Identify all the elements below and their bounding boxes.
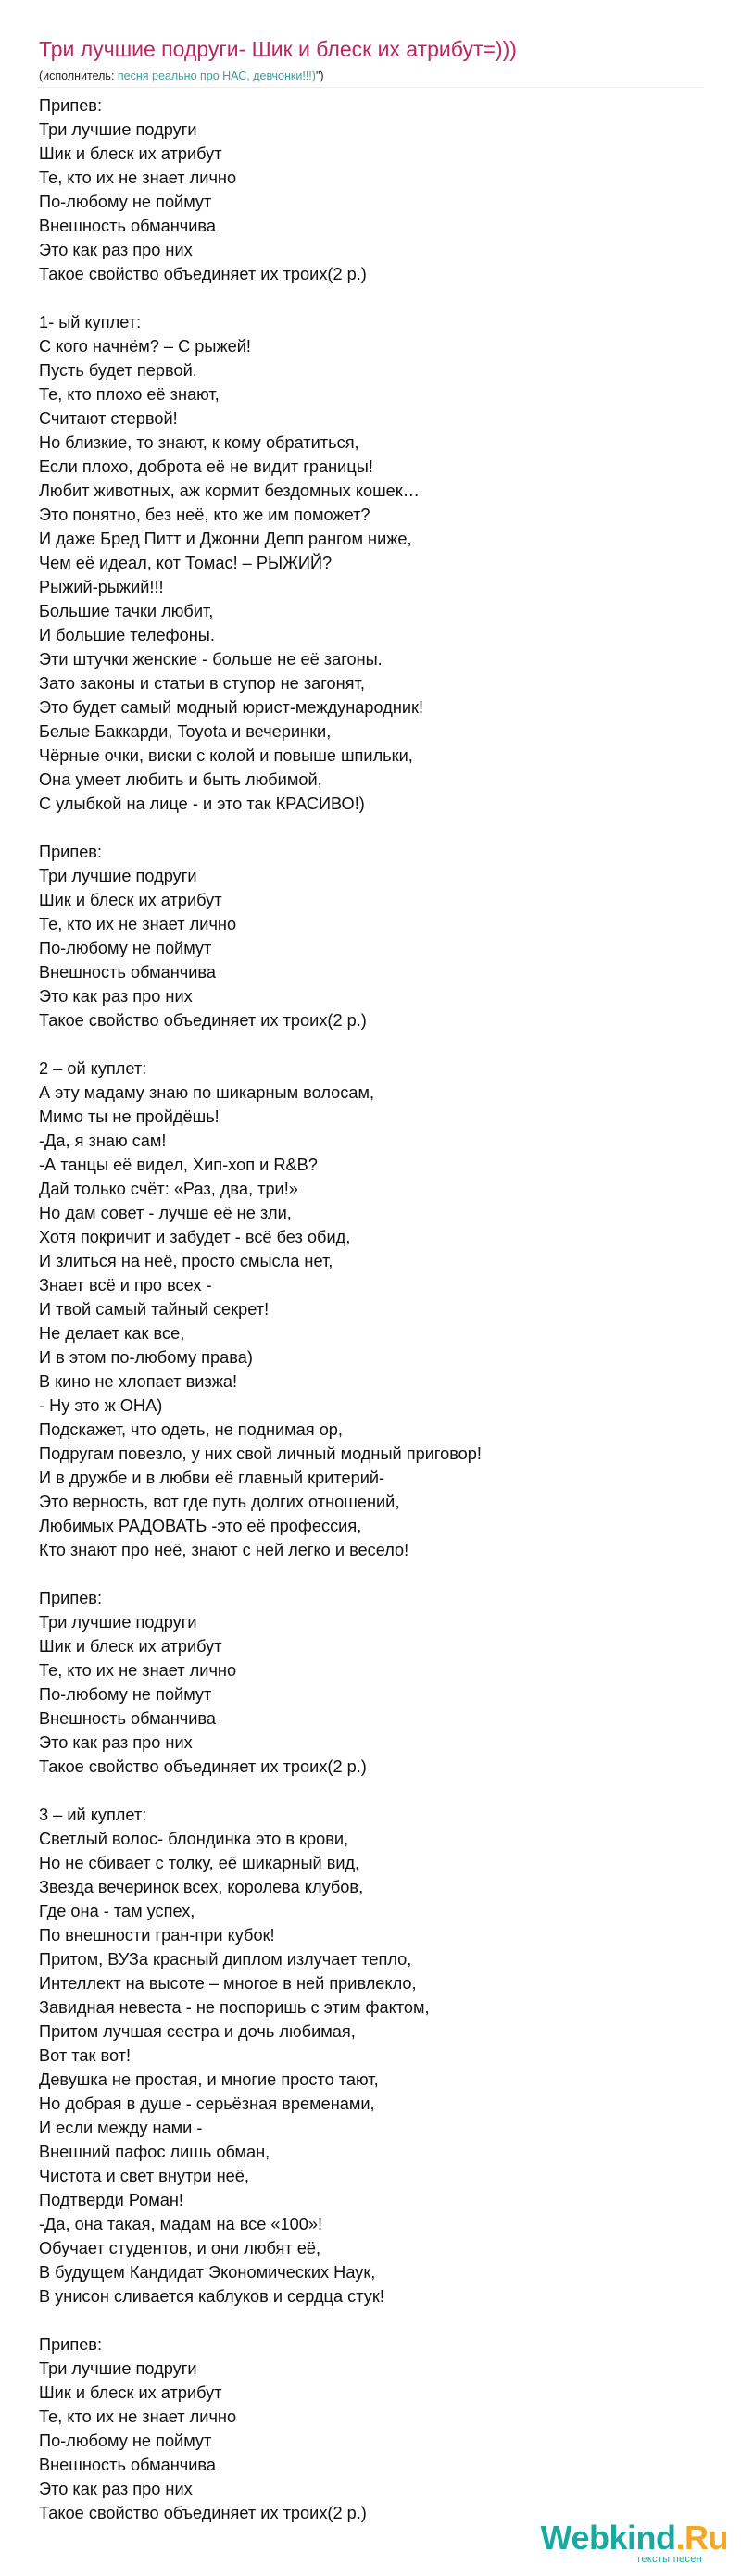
- lyric-line: Чем её идеал, кот Томас! – РЫЖИЙ?: [39, 554, 333, 572]
- lyric-line: Если плохо, доброта её не видит границы!: [39, 457, 373, 476]
- lyric-line: Внешность обманчива: [39, 2456, 216, 2474]
- lyric-line: Припев:: [39, 843, 103, 861]
- logo-tld: .Ru: [675, 2519, 728, 2557]
- lyric-line: По-любому не поймут: [39, 1685, 212, 1704]
- lyric-line: -А танцы её видел, Хип-хоп и R&B?: [39, 1156, 318, 1174]
- lyric-line: И большие телефоны.: [39, 626, 215, 644]
- lyric-line: Дай только счёт: «Раз, два, три!»: [39, 1180, 298, 1198]
- lyric-line: Чистота и свет внутри неё,: [39, 2167, 249, 2185]
- lyric-line: С кого начнём? – С рыжей!: [39, 337, 251, 356]
- lyric-line: Шик и блеск их атрибут: [39, 891, 222, 909]
- byline-prefix: (исполнитель:: [39, 69, 118, 82]
- lyric-line: - Ну это ж ОНА): [39, 1396, 163, 1415]
- lyric-line: -Да, я знаю сам!: [39, 1132, 167, 1150]
- lyric-line: Подскажет, что одеть, не поднимая ор,: [39, 1420, 343, 1439]
- lyric-line: По-любому не поймут: [39, 2432, 212, 2450]
- lyric-line: И в этом по-любому права): [39, 1348, 253, 1367]
- lyric-line: Три лучшие подруги: [39, 867, 197, 885]
- logo-main-text: Webkind: [540, 2519, 676, 2557]
- lyric-line: Звезда вечеринок всех, королева клубов,: [39, 1878, 364, 1896]
- logo-tagline: тексты песен: [636, 2554, 702, 2565]
- lyric-line: Любимых РАДОВАТЬ -это её профессия,: [39, 1517, 362, 1535]
- lyric-line: Это как раз про них: [39, 1733, 193, 1752]
- lyric-line: Любит животных, аж кормит бездомных кошек…: [39, 481, 420, 500]
- lyric-line: И твой самый тайный секрет!: [39, 1300, 270, 1319]
- lyric-line: Подругам повезло, у них свой личный модный приговор!: [39, 1444, 482, 1463]
- lyric-line: Те, кто плохо её знают,: [39, 385, 220, 404]
- lyric-line: Кто знают про неё, знают с ней легко и весело!: [39, 1541, 409, 1559]
- divider: [37, 87, 704, 88]
- lyric-line: Такое свойство объединяет их троих(2 р.): [39, 265, 367, 283]
- lyric-line: Припев:: [39, 96, 103, 115]
- lyric-line: Но дам совет - лучше её не зли,: [39, 1204, 292, 1222]
- lyric-line: Это как раз про них: [39, 241, 193, 259]
- lyric-line: Девушка не простая, и многие просто тают,: [39, 2070, 379, 2089]
- lyric-line: Вот так вот!: [39, 2046, 132, 2065]
- lyric-line: 1- ый куплет:: [39, 313, 142, 331]
- lyric-blank-line: [39, 2308, 706, 2332]
- site-logo[interactable]: [541, 2520, 728, 2565]
- lyric-line: Но добрая в душе - серьёзная временами,: [39, 2095, 375, 2113]
- lyric-line: Притом, ВУЗа красный диплом излучает тепло,: [39, 1950, 412, 1969]
- lyric-line: Чёрные очки, виски с колой и повыше шпильки,: [39, 746, 413, 765]
- lyric-line: Это верность, вот где путь долгих отношений,: [39, 1493, 400, 1511]
- lyric-blank-line: [39, 1562, 706, 1586]
- lyric-line: Но не сбивает с толку, её шикарный вид,: [39, 1854, 360, 1872]
- lyric-line: С улыбкой на лице - и это так КРАСИВО!): [39, 794, 365, 813]
- lyric-line: В унисон сливается каблуков и сердца стук!: [39, 2287, 384, 2306]
- lyric-line: Это понятно, без неё, кто же им поможет?: [39, 506, 370, 524]
- byline-suffix: "): [315, 69, 324, 82]
- lyric-line: Рыжий-рыжий!!!: [39, 578, 164, 596]
- lyrics-body: [39, 94, 706, 2525]
- lyric-line: Те, кто их не знает лично: [39, 1661, 237, 1680]
- lyric-line: Те, кто их не знает лично: [39, 169, 237, 187]
- lyric-line: Светлый волос- блондинка это в крови,: [39, 1830, 349, 1848]
- artist-link[interactable]: песня реально про НАС, девчонки!!!): [117, 69, 316, 82]
- lyric-line: Шик и блеск их атрибут: [39, 1637, 222, 1656]
- lyric-line: А эту мадаму знаю по шикарным волосам,: [39, 1083, 375, 1102]
- lyric-line: В будущем Кандидат Экономических Наук,: [39, 2263, 376, 2282]
- lyric-line: Зато законы и статьи в ступор не загонят,: [39, 674, 365, 693]
- lyric-blank-line: [39, 1032, 706, 1057]
- lyric-line: И даже Бред Питт и Джонни Депп рангом ниже,: [39, 530, 412, 548]
- logo-wordmark: [541, 2520, 728, 2557]
- lyric-line: Белые Баккарди, Toyota и вечеринки,: [39, 722, 332, 741]
- lyric-line: Те, кто их не знает лично: [39, 915, 237, 933]
- artist-byline: [39, 69, 324, 82]
- lyric-line: Внешность обманчива: [39, 1709, 216, 1728]
- lyric-line: 3 – ий куплет:: [39, 1806, 147, 1824]
- lyric-line: Эти штучки женские - больше не её загоны.: [39, 650, 383, 669]
- lyric-line: Она умеет любить и быть любимой,: [39, 770, 322, 789]
- lyric-line: Такое свойство объединяет их троих(2 р.): [39, 1757, 367, 1776]
- lyric-line: Такое свойство объединяет их троих(2 р.): [39, 1011, 367, 1030]
- lyric-line: Внешность обманчива: [39, 963, 216, 982]
- lyric-line: Большие тачки любит,: [39, 602, 214, 620]
- lyric-line: В кино не хлопает визжа!: [39, 1372, 238, 1391]
- lyric-line: Три лучшие подруги: [39, 1613, 197, 1632]
- lyric-line: Припев:: [39, 1589, 103, 1607]
- lyric-line: Такое свойство объединяет их троих(2 р.): [39, 2504, 367, 2522]
- lyric-line: Три лучшие подруги: [39, 120, 197, 139]
- lyric-line: Шик и блеск их атрибут: [39, 2383, 222, 2402]
- lyric-line: Считают стервой!: [39, 409, 178, 428]
- lyric-line: Знает всё и про всех -: [39, 1276, 212, 1294]
- lyric-line: Внешность обманчива: [39, 217, 216, 235]
- lyric-blank-line: [39, 816, 706, 840]
- lyric-line: По внешности гран-при кубок!: [39, 1926, 275, 1945]
- lyric-line: По-любому не поймут: [39, 939, 212, 957]
- lyric-line: Мимо ты не пройдёшь!: [39, 1107, 220, 1126]
- lyric-blank-line: [39, 1779, 706, 1803]
- lyric-line: Подтверди Роман!: [39, 2191, 183, 2209]
- lyric-line: Где она - там успех,: [39, 1902, 195, 1920]
- lyric-line: 2 – ой куплет:: [39, 1059, 147, 1078]
- lyric-line: Это как раз про них: [39, 2480, 193, 2498]
- lyric-line: И если между нами -: [39, 2119, 203, 2137]
- lyric-line: Припев:: [39, 2335, 103, 2354]
- lyric-line: Обучает студентов, и они любят её,: [39, 2239, 321, 2257]
- lyric-line: Пусть будет первой.: [39, 361, 197, 380]
- lyric-line: Интеллект на высоте – многое в ней привлекло,: [39, 1974, 417, 1993]
- lyric-line: Не делает как все,: [39, 1324, 185, 1343]
- lyric-line: И в дружбе и в любви её главный критерий-: [39, 1469, 385, 1487]
- lyric-blank-line: [39, 286, 706, 310]
- lyric-line: Притом лучшая сестра и дочь любимая,: [39, 2022, 356, 2041]
- lyric-line: Завидная невеста - не поспоришь с этим фактом,: [39, 1998, 430, 2017]
- lyric-line: И злиться на неё, просто смысла нет,: [39, 1252, 333, 1270]
- lyric-line: Это будет самый модный юрист-международник!: [39, 698, 424, 717]
- lyric-line: Хотя покричит и забудет - всё без обид,: [39, 1228, 351, 1246]
- lyric-line: Внешний пафос лишь обман,: [39, 2143, 270, 2161]
- lyric-line: Но близкие, то знают, к кому обратиться,: [39, 433, 359, 452]
- lyric-line: По-любому не поймут: [39, 193, 212, 211]
- lyric-line: -Да, она такая, мадам на все «100»!: [39, 2215, 323, 2233]
- lyric-line: Это как раз про них: [39, 987, 193, 1006]
- lyric-line: Те, кто их не знает лично: [39, 2407, 237, 2426]
- song-title: Три лучшие подруги- Шик и блеск их атрибут=))): [39, 37, 517, 61]
- lyric-line: Три лучшие подруги: [39, 2359, 197, 2378]
- lyric-line: Шик и блеск их атрибут: [39, 144, 222, 163]
